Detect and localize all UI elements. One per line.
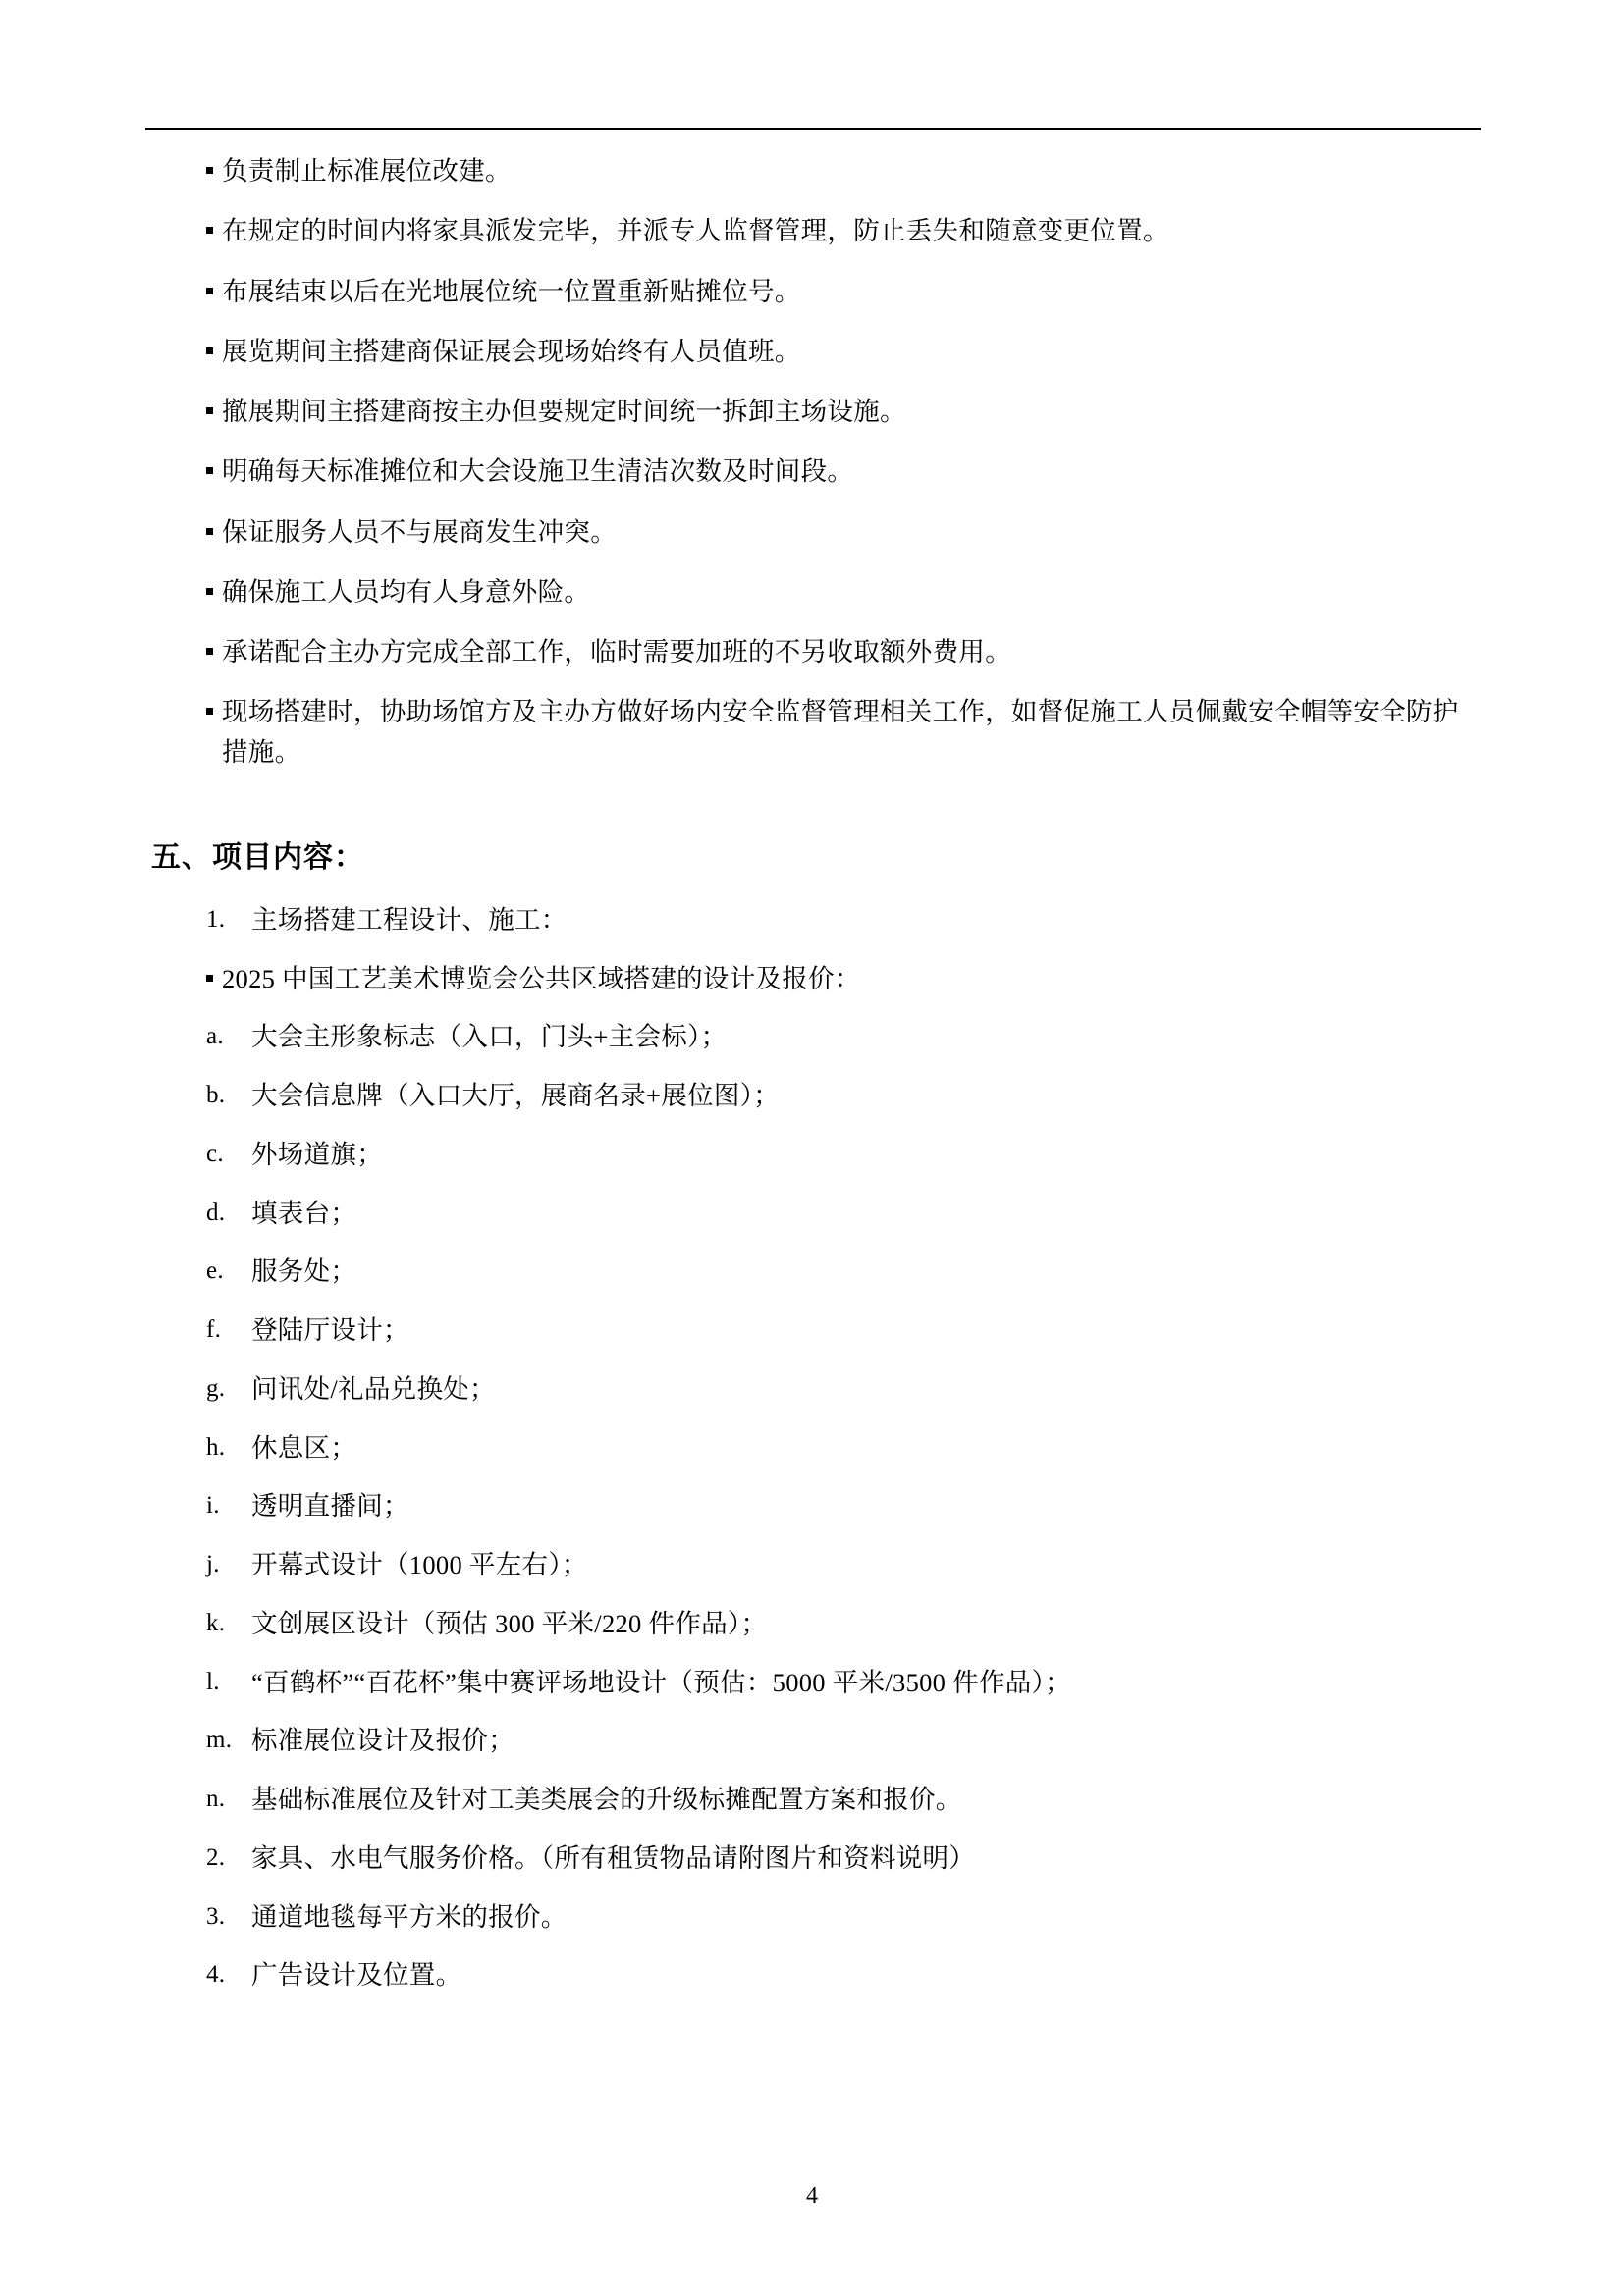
list-item-text: 大会主形象标志（入口，门头+主会标）； (251, 1022, 728, 1052)
list-item-text: 大会信息牌（入口大厅，展商名录+展位图）； (251, 1081, 780, 1111)
list-item-text: 文创展区设计（预估 300 平米/220 件作品）； (251, 1608, 768, 1638)
square-bullet-icon (206, 975, 213, 982)
responsibility-bullet-list (145, 151, 1481, 772)
project-content-list (145, 901, 1481, 1996)
list-marker: 1. (206, 905, 226, 933)
list-item (145, 1018, 1481, 1057)
list-item (145, 1370, 1481, 1410)
list-item-text: 撤展期间主搭建商按主办但要规定时间统一拆卸主场设施。 (222, 397, 906, 427)
list-item (145, 901, 1481, 940)
list-marker: m. (206, 1727, 233, 1754)
list-item-text: 基础标准展位及针对工美类展会的升级标摊配置方案和报价。 (251, 1785, 962, 1815)
list-item-text: 现场搭建时，协助场馆方及主办方做好场内安全监督管理相关工作，如督促施工人员佩戴安全帽等安全防护措施。 (222, 697, 1459, 767)
list-item-text: 标准展位设计及报价； (251, 1726, 514, 1756)
list-item (145, 1840, 1481, 1879)
list-item (145, 272, 1481, 311)
list-marker: d. (206, 1199, 226, 1226)
list-marker: k. (206, 1609, 226, 1636)
list-item-text: 保证服务人员不与展商发生冲突。 (222, 516, 617, 547)
header-rule (145, 128, 1481, 130)
section-heading: 五、项目内容： (151, 840, 364, 874)
list-marker: b. (206, 1082, 226, 1109)
list-item-text: 开幕式设计（1000 平左右）； (251, 1550, 588, 1580)
list-item-text: 服务处； (251, 1256, 357, 1287)
list-item (145, 512, 1481, 552)
list-item-text: 通道地毯每平方米的报价。 (251, 1901, 568, 1932)
list-item (145, 1898, 1481, 1938)
list-marker: f. (206, 1316, 222, 1344)
list-item (145, 332, 1481, 371)
list-marker: l. (206, 1668, 220, 1695)
list-marker: i. (206, 1492, 220, 1520)
list-item-text: 明确每天标准摊位和大会设施卫生清洁次数及时间段。 (222, 456, 854, 487)
list-item-text: 展览期间主搭建商保证展会现场始终有人员值班。 (222, 336, 801, 366)
list-item-text: 登陆厅设计； (251, 1315, 409, 1346)
list-item-text: 家具、水电气服务价格。（所有租赁物品请附图片和资料说明） (251, 1842, 976, 1873)
list-item-text: 负责制止标准展位改建。 (222, 156, 512, 186)
list-item (145, 1487, 1481, 1526)
list-item (145, 1311, 1481, 1351)
list-item (145, 960, 1481, 999)
list-marker: 4. (206, 1961, 226, 1989)
list-marker: 3. (206, 1902, 226, 1930)
list-item (145, 1077, 1481, 1116)
list-marker: n. (206, 1786, 226, 1813)
list-item (145, 1253, 1481, 1292)
list-item (145, 632, 1481, 671)
list-item-text: 在规定的时间内将家具派发完毕，并派专人监督管理，防止丢失和随意变更位置。 (222, 216, 1169, 246)
list-marker: c. (206, 1140, 224, 1167)
square-bullet-icon (206, 167, 213, 174)
list-item (145, 1429, 1481, 1468)
list-item (145, 1605, 1481, 1644)
list-item-text: 填表台； (251, 1198, 357, 1228)
list-item (145, 692, 1481, 772)
list-item (145, 1136, 1481, 1175)
list-marker: g. (206, 1374, 226, 1402)
square-bullet-icon (206, 288, 213, 294)
list-item-text: 承诺配合主办方完成全部工作，临时需要加班的不另收取额外费用。 (222, 637, 1011, 667)
list-item-text: 休息区； (251, 1432, 357, 1463)
square-bullet-icon (206, 467, 213, 474)
list-item (145, 151, 1481, 190)
list-item (145, 392, 1481, 431)
page-number: 4 (806, 2183, 818, 2209)
square-bullet-icon (206, 407, 213, 414)
list-item (145, 452, 1481, 491)
list-marker: h. (206, 1433, 226, 1461)
list-marker: j. (206, 1551, 220, 1578)
square-bullet-icon (206, 528, 213, 535)
list-item-text: “百鹤杯”“百花杯”集中赛评场地设计（预估：5000 平米/3500 件作品）； (251, 1667, 1071, 1697)
list-item-text: 广告设计及位置。 (251, 1960, 462, 1991)
list-item-text: 透明直播间； (251, 1491, 409, 1522)
list-item (145, 1722, 1481, 1761)
list-item-text: 外场道旗； (251, 1139, 383, 1169)
list-marker: 2. (206, 1843, 226, 1871)
square-bullet-icon (206, 708, 213, 715)
list-item (145, 572, 1481, 612)
square-bullet-icon (206, 347, 213, 354)
list-item-text: 布展结束以后在光地展位统一位置重新贴摊位号。 (222, 276, 801, 306)
list-item (145, 1546, 1481, 1585)
square-bullet-icon (206, 588, 213, 595)
square-bullet-icon (206, 227, 213, 234)
list-item (145, 1956, 1481, 1996)
square-bullet-icon (206, 648, 213, 655)
page-content (145, 128, 1481, 2015)
list-item-text: 2025 中国工艺美术博览会公共区域搭建的设计及报价： (222, 963, 861, 993)
list-item (145, 1781, 1481, 1820)
list-marker: a. (206, 1023, 224, 1050)
list-item-text: 问讯处/礼品兑换处； (251, 1373, 496, 1404)
list-item (145, 1195, 1481, 1234)
list-item-text: 确保施工人员均有人身意外险。 (222, 576, 591, 607)
list-item (145, 1664, 1481, 1703)
list-item (145, 211, 1481, 250)
list-item-text: 主场搭建工程设计、施工： (251, 904, 568, 934)
list-marker: e. (206, 1257, 224, 1285)
